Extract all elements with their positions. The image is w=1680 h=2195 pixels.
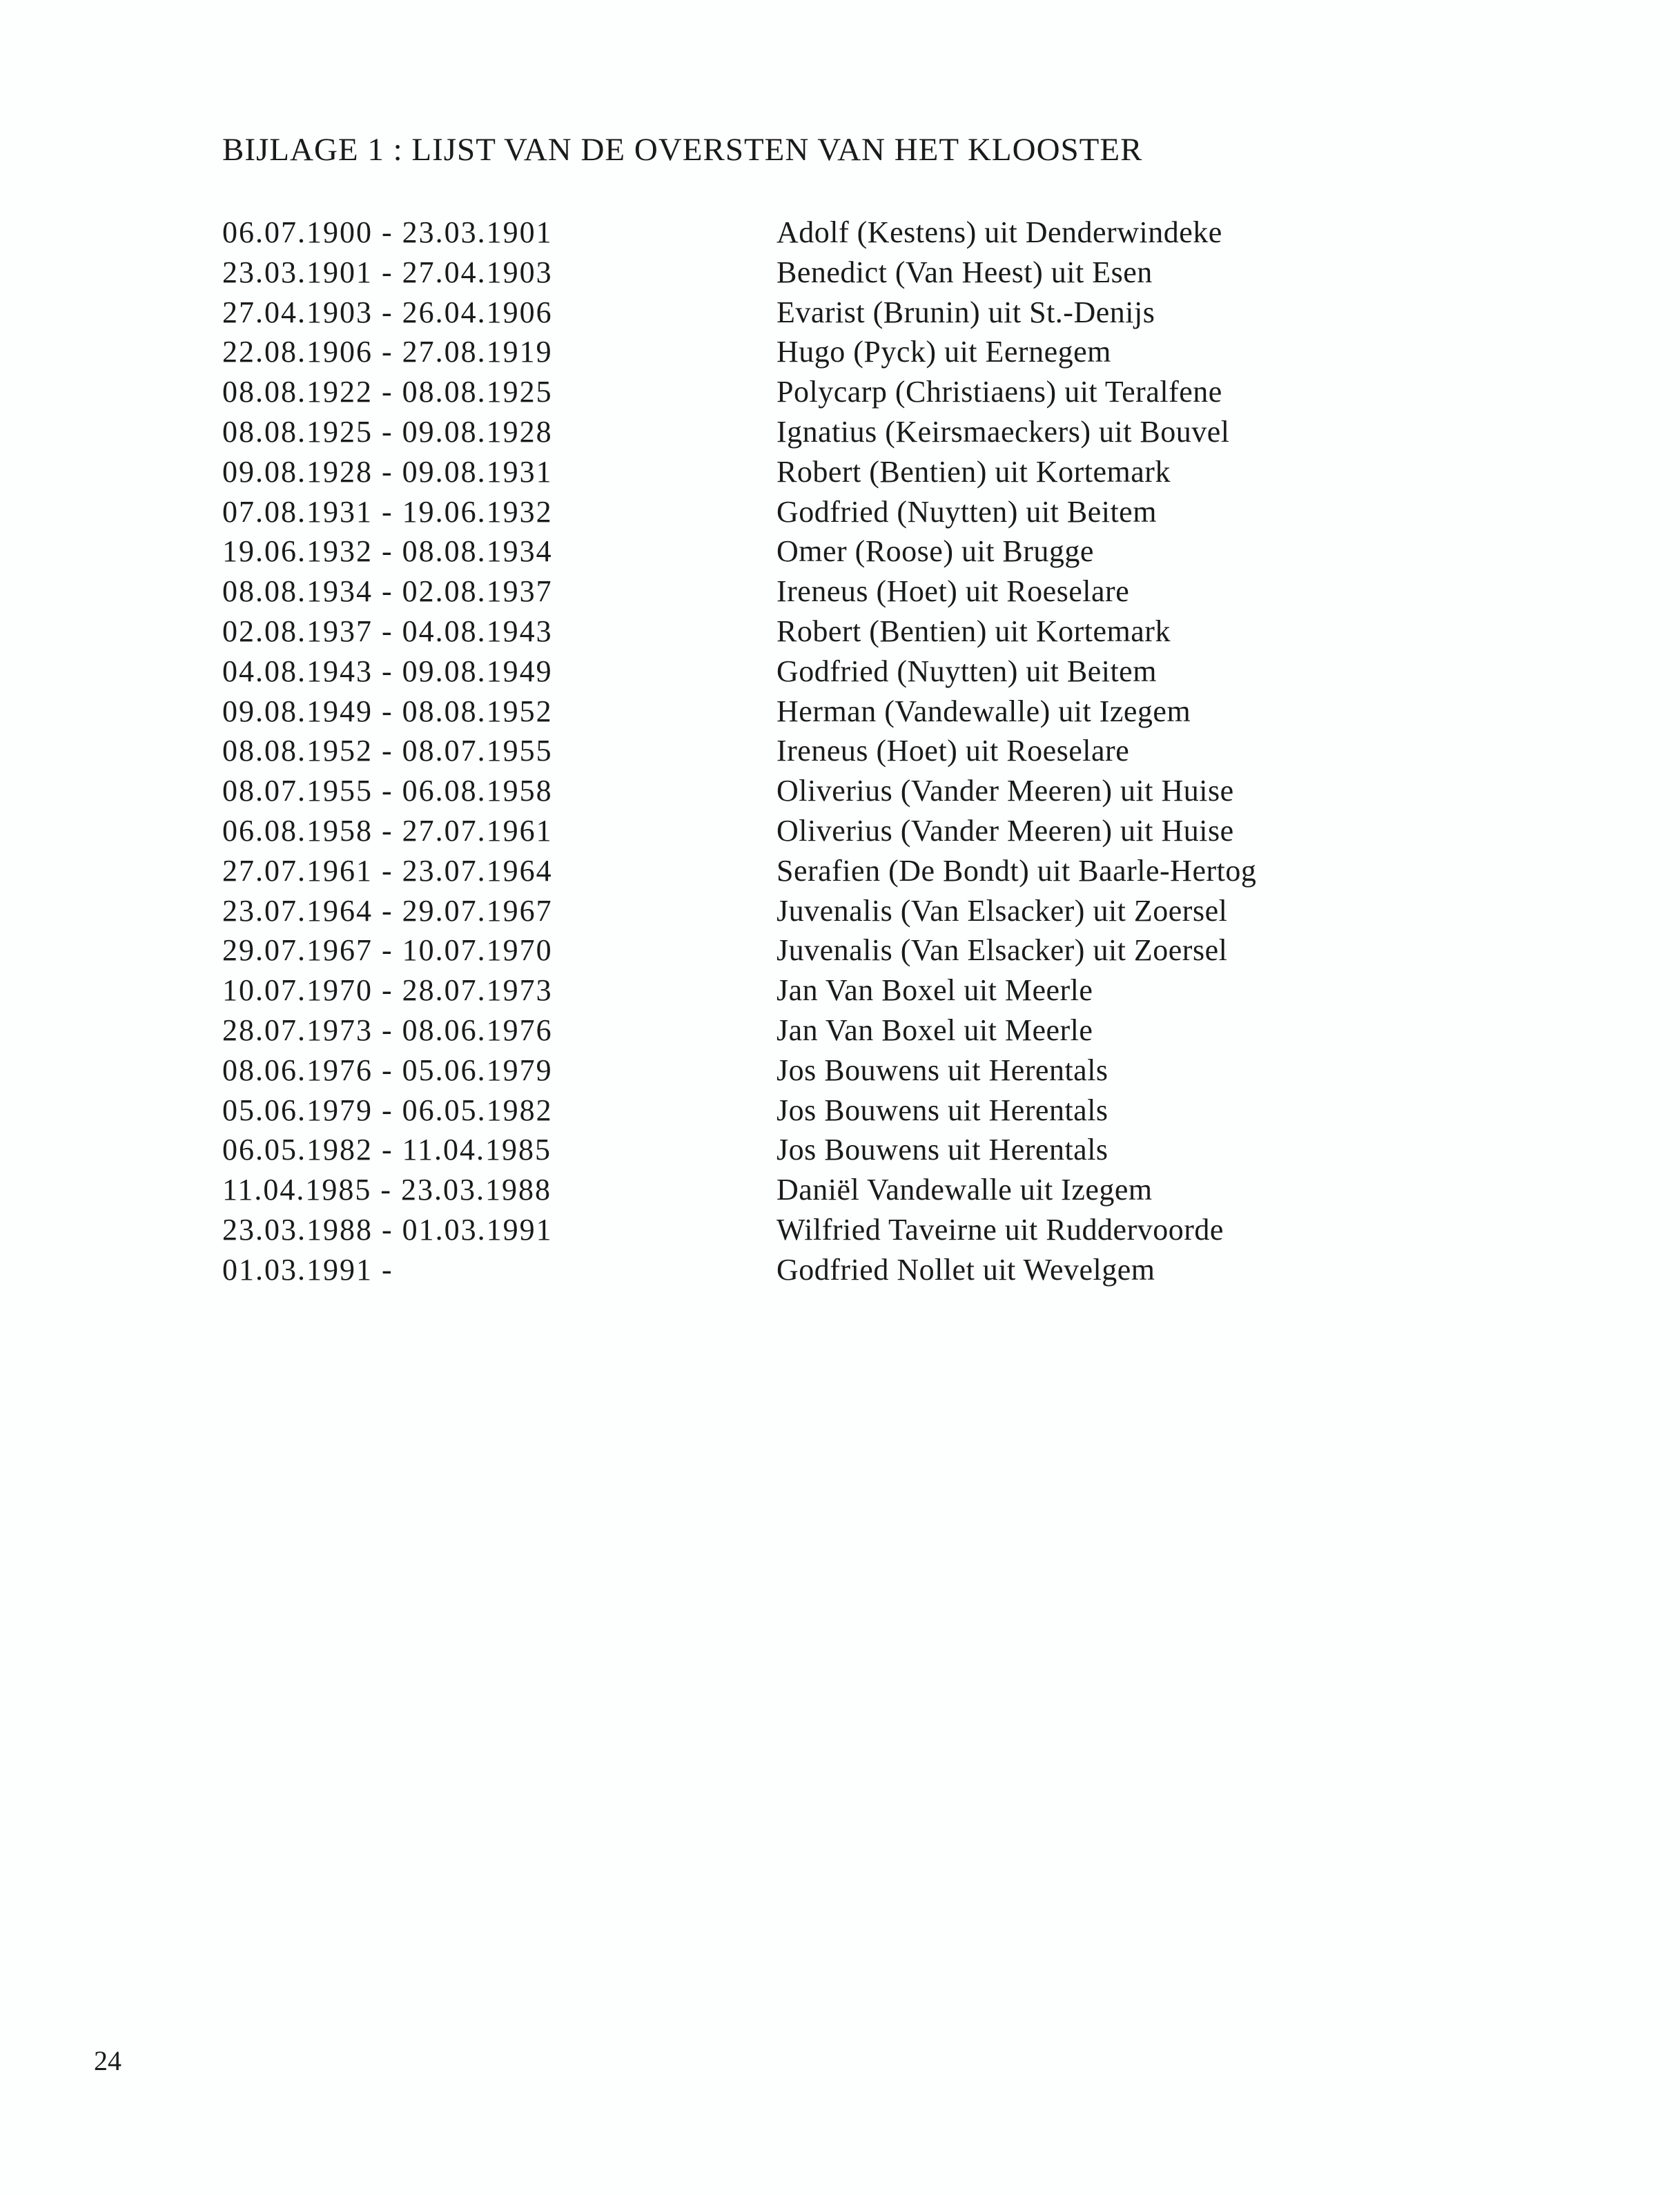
list-item bbox=[222, 293, 1396, 333]
superior-name: Jos Bouwens uit Herentals bbox=[776, 1093, 1108, 1127]
list-item bbox=[222, 452, 1396, 492]
superior-name: Polycarp (Christiaens) uit Teralfene bbox=[776, 375, 1222, 409]
list-item bbox=[222, 531, 1396, 572]
term-period: 06.07.1900 - 23.03.1901 bbox=[222, 215, 553, 249]
list-item bbox=[222, 253, 1396, 293]
term-period: 09.08.1949 - 08.08.1952 bbox=[222, 694, 553, 728]
list-item bbox=[222, 572, 1396, 612]
superior-name: Godfried Nollet uit Wevelgem bbox=[776, 1252, 1155, 1287]
superior-name: Benedict (Van Heest) uit Esen bbox=[776, 255, 1153, 289]
superior-name: Hugo (Pyck) uit Eernegem bbox=[776, 335, 1111, 369]
superior-name: Oliverius (Vander Meeren) uit Huise bbox=[776, 813, 1234, 848]
list-item bbox=[222, 1170, 1396, 1210]
term-period: 08.08.1952 - 08.07.1955 bbox=[222, 734, 553, 768]
list-item bbox=[222, 851, 1396, 891]
superior-name: Herman (Vandewalle) uit Izegem bbox=[776, 694, 1191, 728]
superior-name: Jos Bouwens uit Herentals bbox=[776, 1133, 1108, 1167]
superior-name: Daniël Vandewalle uit Izegem bbox=[776, 1173, 1153, 1207]
term-period: 23.03.1988 - 01.03.1991 bbox=[222, 1212, 553, 1247]
superior-name: Jos Bouwens uit Herentals bbox=[776, 1053, 1108, 1087]
superior-name: Robert (Bentien) uit Kortemark bbox=[776, 454, 1171, 489]
superior-name: Omer (Roose) uit Brugge bbox=[776, 534, 1094, 569]
term-period: 01.03.1991 - bbox=[222, 1252, 393, 1287]
term-period: 06.08.1958 - 27.07.1961 bbox=[222, 813, 553, 848]
list-item bbox=[222, 1250, 1396, 1290]
term-period: 08.06.1976 - 05.06.1979 bbox=[222, 1053, 553, 1087]
term-period: 09.08.1928 - 09.08.1931 bbox=[222, 454, 553, 489]
superior-name: Ireneus (Hoet) uit Roeselare bbox=[776, 574, 1130, 609]
list-item bbox=[222, 1091, 1396, 1131]
superior-name: Godfried (Nuytten) uit Beitem bbox=[776, 654, 1157, 688]
term-period: 23.07.1964 - 29.07.1967 bbox=[222, 893, 553, 928]
list-item bbox=[222, 970, 1396, 1011]
list-item bbox=[222, 652, 1396, 692]
term-period: 27.04.1903 - 26.04.1906 bbox=[222, 295, 553, 329]
superior-name: Godfried (Nuytten) uit Beitem bbox=[776, 494, 1157, 529]
term-period: 08.08.1925 - 09.08.1928 bbox=[222, 414, 553, 449]
term-period: 10.07.1970 - 28.07.1973 bbox=[222, 973, 553, 1008]
list-item bbox=[222, 811, 1396, 851]
term-period: 29.07.1967 - 10.07.1970 bbox=[222, 933, 553, 968]
superior-name: Evarist (Brunin) uit St.-Denijs bbox=[776, 295, 1155, 329]
term-period: 11.04.1985 - 23.03.1988 bbox=[222, 1173, 552, 1207]
superiors-list bbox=[222, 213, 1396, 1290]
superior-name: Wilfried Taveirne uit Ruddervoorde bbox=[776, 1212, 1224, 1247]
term-period: 02.08.1937 - 04.08.1943 bbox=[222, 614, 553, 648]
term-period: 05.06.1979 - 06.05.1982 bbox=[222, 1093, 553, 1127]
page-title: BIJLAGE 1 : LIJST VAN DE OVERSTEN VAN HET KLOOSTER bbox=[222, 132, 1143, 168]
superior-name: Jan Van Boxel uit Meerle bbox=[776, 1013, 1093, 1047]
list-item bbox=[222, 1051, 1396, 1091]
list-item bbox=[222, 213, 1396, 253]
superior-name: Ireneus (Hoet) uit Roeselare bbox=[776, 734, 1130, 768]
list-item bbox=[222, 692, 1396, 732]
list-item bbox=[222, 1130, 1396, 1170]
superior-name: Jan Van Boxel uit Meerle bbox=[776, 973, 1093, 1008]
term-period: 06.05.1982 - 11.04.1985 bbox=[222, 1133, 552, 1167]
term-period: 19.06.1932 - 08.08.1934 bbox=[222, 534, 553, 569]
term-period: 28.07.1973 - 08.06.1976 bbox=[222, 1013, 553, 1047]
term-period: 08.08.1934 - 02.08.1937 bbox=[222, 574, 553, 609]
superior-name: Juvenalis (Van Elsacker) uit Zoersel bbox=[776, 893, 1228, 928]
term-period: 07.08.1931 - 19.06.1932 bbox=[222, 494, 553, 529]
superior-name: Serafien (De Bondt) uit Baarle-Hertog bbox=[776, 853, 1257, 888]
superior-name: Oliverius (Vander Meeren) uit Huise bbox=[776, 774, 1234, 808]
list-item bbox=[222, 891, 1396, 931]
list-item bbox=[222, 771, 1396, 811]
term-period: 08.08.1922 - 08.08.1925 bbox=[222, 375, 553, 409]
list-item bbox=[222, 372, 1396, 412]
list-item bbox=[222, 930, 1396, 970]
list-item bbox=[222, 731, 1396, 771]
term-period: 23.03.1901 - 27.04.1903 bbox=[222, 255, 553, 289]
list-item bbox=[222, 412, 1396, 452]
list-item bbox=[222, 612, 1396, 652]
list-item bbox=[222, 1011, 1396, 1051]
term-period: 27.07.1961 - 23.07.1964 bbox=[222, 853, 553, 888]
superior-name: Adolf (Kestens) uit Denderwindeke bbox=[776, 215, 1222, 249]
list-item bbox=[222, 332, 1396, 372]
superior-name: Juvenalis (Van Elsacker) uit Zoersel bbox=[776, 933, 1228, 968]
list-item bbox=[222, 1210, 1396, 1250]
list-item bbox=[222, 492, 1396, 532]
term-period: 04.08.1943 - 09.08.1949 bbox=[222, 654, 553, 688]
term-period: 08.07.1955 - 06.08.1958 bbox=[222, 774, 553, 808]
superior-name: Ignatius (Keirsmaeckers) uit Bouvel bbox=[776, 414, 1230, 449]
term-period: 22.08.1906 - 27.08.1919 bbox=[222, 335, 553, 369]
superior-name: Robert (Bentien) uit Kortemark bbox=[776, 614, 1171, 648]
page-number: 24 bbox=[94, 2045, 121, 2076]
